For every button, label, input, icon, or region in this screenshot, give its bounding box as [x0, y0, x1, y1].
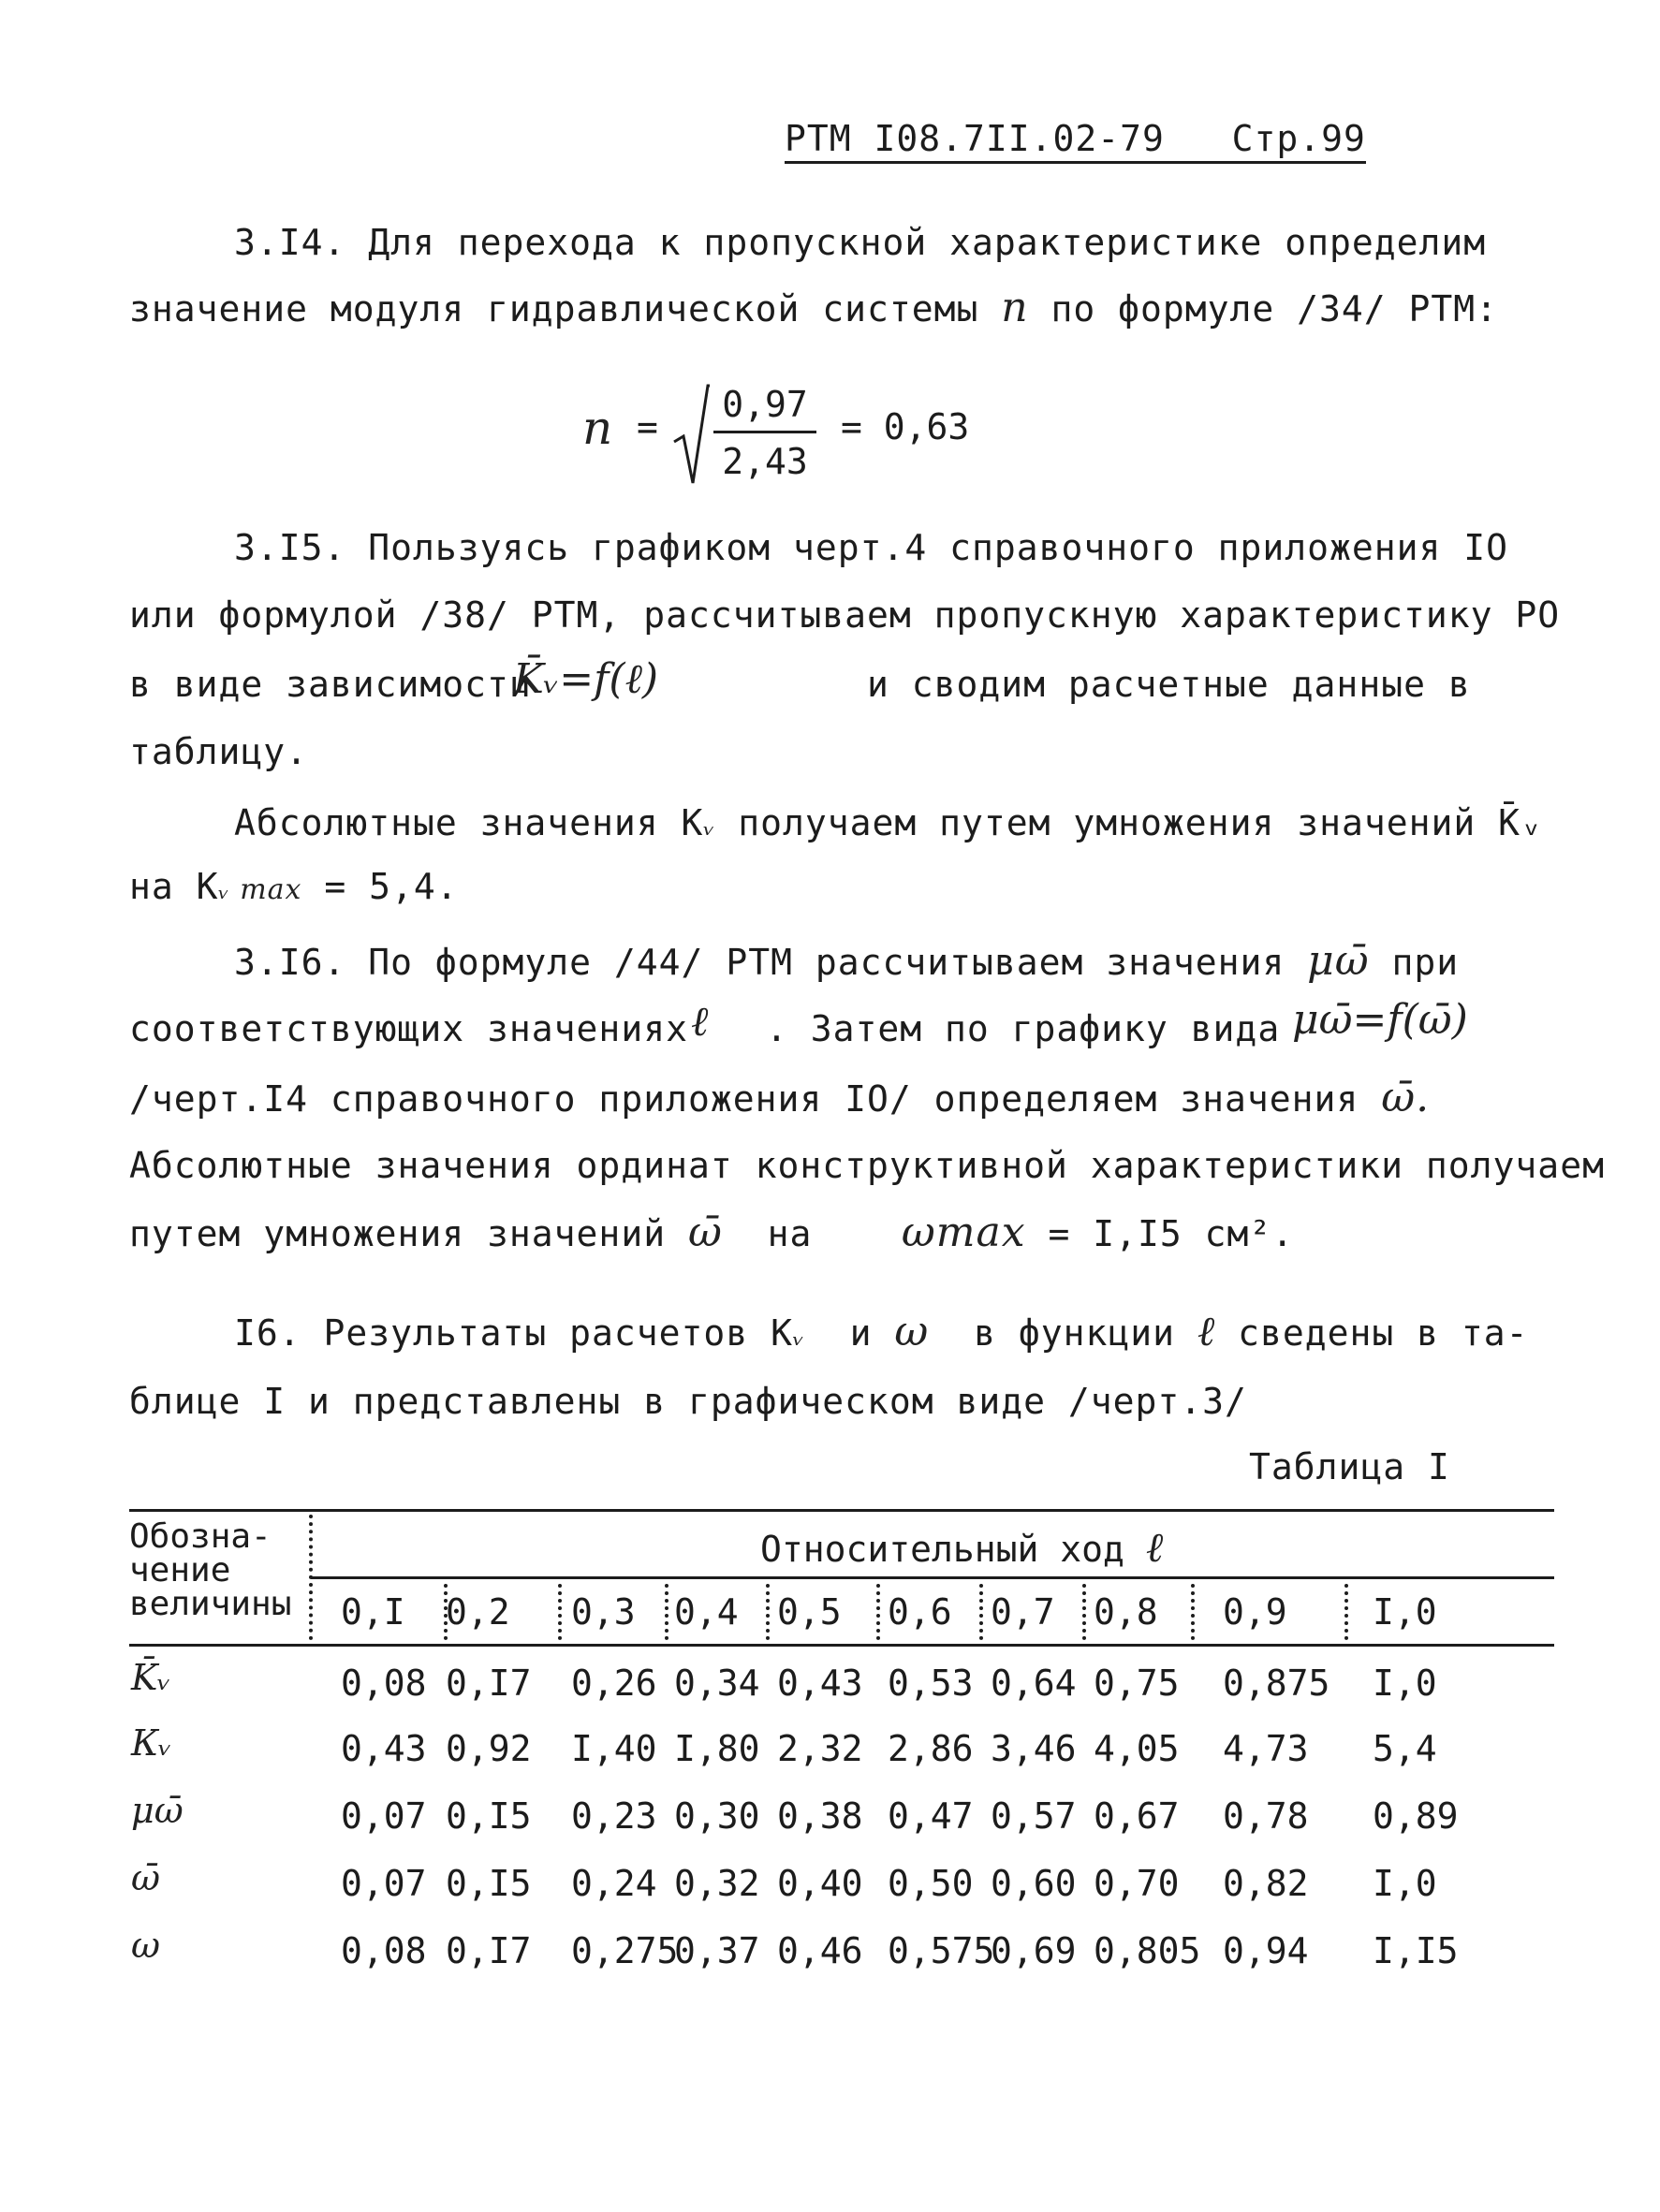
- para-3-14-line1: 3.I4. Для перехода к пропускной характеристике определим: [234, 222, 1487, 263]
- column-header: 0,I: [341, 1591, 405, 1633]
- row-label: μω̄: [131, 1790, 184, 1831]
- doc-reference: РТМ I08.7II.02-79: [785, 118, 1165, 159]
- table-cell: 0,64: [991, 1663, 1077, 1704]
- table-cell: 0,57: [991, 1795, 1077, 1837]
- para-3-16-line3: /черт.I4 справочного приложения IO/ определяем значения ω̄.: [129, 1074, 1431, 1121]
- l-symbol: ℓ: [691, 998, 709, 1046]
- table-cell: 0,34: [674, 1663, 760, 1704]
- table-cell: 0,50: [888, 1863, 974, 1904]
- formula-numerator: 0,97: [713, 384, 816, 433]
- table-cell: 0,I7: [446, 1930, 532, 1971]
- table-cell: I,40: [571, 1728, 657, 1769]
- table-divider: [1191, 1584, 1195, 1640]
- table-caption: Таблица I: [1249, 1446, 1450, 1487]
- table-cell: 5,4: [1373, 1728, 1437, 1769]
- column-header: 0,3: [571, 1591, 636, 1633]
- table-cell: 0,43: [341, 1728, 427, 1769]
- table-cell: 0,23: [571, 1795, 657, 1837]
- table-cell: 0,575: [888, 1930, 995, 1971]
- table-cell: 2,86: [888, 1728, 974, 1769]
- group-header: Относительный ход ℓ: [760, 1524, 1164, 1572]
- table-cell: 0,I7: [446, 1663, 532, 1704]
- table-cell: 0,69: [991, 1930, 1077, 1971]
- table-divider: [1344, 1584, 1348, 1640]
- para-3-15-line4: таблицу.: [129, 731, 309, 772]
- sqrt-icon: [672, 384, 710, 487]
- table-cell: I,0: [1373, 1863, 1437, 1904]
- para-3-15-line3a: в виде зависимости: [129, 664, 532, 705]
- formula-equals: =: [637, 406, 658, 447]
- table-cell: 0,40: [777, 1863, 863, 1904]
- table-cell: 4,73: [1223, 1728, 1309, 1769]
- page-header: [785, 118, 1366, 164]
- table-cell: 0,I5: [446, 1863, 532, 1904]
- para-abs-line2: на Кᵥ max = 5,4.: [129, 866, 459, 907]
- table-cell: 0,275: [571, 1930, 679, 1971]
- table-cell: 0,24: [571, 1863, 657, 1904]
- row-label: ω̄: [131, 1857, 160, 1898]
- table-cell: 3,46: [991, 1728, 1077, 1769]
- table-cell: 0,60: [991, 1863, 1077, 1904]
- table-cell: 0,875: [1223, 1663, 1330, 1704]
- table-header-rule: [311, 1576, 1554, 1579]
- table-cell: 0,08: [341, 1663, 427, 1704]
- para-16-line1: I6. Результаты расчетов Кᵥ и ω в функции ℓ сведены в та-: [234, 1308, 1529, 1355]
- para-3-16-line5: путем умножения значений ω̄ на ωmax = I,I5 см².: [129, 1209, 1295, 1256]
- table-cell: 0,46: [777, 1930, 863, 1971]
- table-cell: 0,47: [888, 1795, 974, 1837]
- column-header: I,0: [1373, 1591, 1437, 1633]
- column-header: 0,2: [446, 1591, 510, 1633]
- table-cell: 2,32: [777, 1728, 863, 1769]
- table-cell: I,80: [674, 1728, 760, 1769]
- table-cell: 0,43: [777, 1663, 863, 1704]
- row-label: Кᵥ: [131, 1722, 172, 1764]
- table-cell: 0,07: [341, 1795, 427, 1837]
- page-number: Стр.99: [1231, 118, 1366, 159]
- table-cell: 0,67: [1094, 1795, 1180, 1837]
- table-cell: 0,70: [1094, 1863, 1180, 1904]
- row-label: K̄ᵥ: [131, 1657, 171, 1698]
- para-3-15-line1: 3.I5. Пользуясь графиком черт.4 справочного приложения IO: [234, 527, 1509, 568]
- column-header: 0,7: [991, 1591, 1055, 1633]
- formula-denominator: 2,43: [722, 441, 808, 482]
- table-divider: [1082, 1584, 1086, 1640]
- para-3-15-line3b: и сводим расчетные данные в: [867, 664, 1471, 705]
- formula-lhs: n: [582, 401, 613, 455]
- table-cell: I,I5: [1373, 1930, 1459, 1971]
- mu-omega-formula: μω̄=f(ω̄): [1292, 996, 1468, 1044]
- table-cell: 0,53: [888, 1663, 974, 1704]
- formula-result: = 0,63: [841, 406, 970, 447]
- para-3-15-line2: или формулой /38/ РТМ, рассчитываем пропускную характеристику РО: [129, 594, 1561, 636]
- table-cell: 0,94: [1223, 1930, 1309, 1971]
- column-header: 0,5: [777, 1591, 842, 1633]
- para-3-16-line2b: . Затем по графику вида: [766, 1008, 1281, 1049]
- table-cell: 0,30: [674, 1795, 760, 1837]
- table-divider: [558, 1584, 562, 1640]
- kv-formula: K̄ᵥ=f(ℓ): [513, 655, 659, 703]
- column-header: 0,9: [1223, 1591, 1287, 1633]
- row-header-label: Обозна- чение величины: [129, 1517, 292, 1623]
- table-divider: [979, 1584, 983, 1640]
- table-cell: 0,08: [341, 1930, 427, 1971]
- table-cell: 0,07: [341, 1863, 427, 1904]
- table-cell: 0,I5: [446, 1795, 532, 1837]
- table-header-bottom-rule: [129, 1644, 1554, 1647]
- table-divider: [766, 1584, 770, 1640]
- para-abs-line1: Абсолютные значения Кᵥ получаем путем умножения значений K̄ᵥ: [234, 802, 1543, 843]
- column-header: 0,6: [888, 1591, 952, 1633]
- table-divider: [309, 1515, 313, 1640]
- table-cell: 0,32: [674, 1863, 760, 1904]
- para-3-16-line2a: соответствующих значениях: [129, 1008, 688, 1049]
- column-header: 0,8: [1094, 1591, 1158, 1633]
- n-symbol: n: [1001, 284, 1029, 331]
- table-top-rule: [129, 1509, 1554, 1512]
- table-cell: 0,75: [1094, 1663, 1180, 1704]
- row-label: ω: [131, 1925, 160, 1966]
- table-cell: I,0: [1373, 1663, 1437, 1704]
- para-3-16-line1: 3.I6. По формуле /44/ РТМ рассчитываем значения μω̄ при: [234, 937, 1460, 985]
- table-divider: [876, 1584, 880, 1640]
- table-cell: 0,37: [674, 1930, 760, 1971]
- para-3-14-line2: значение модуля гидравлической системы n по формуле /34/ РТМ:: [129, 284, 1499, 331]
- table-cell: 0,92: [446, 1728, 532, 1769]
- table-cell: 0,38: [777, 1795, 863, 1837]
- formula-fraction: [713, 384, 816, 482]
- table-divider: [665, 1584, 668, 1640]
- para-16-line2: блице I и представлены в графическом виде /черт.3/: [129, 1381, 1247, 1422]
- table-cell: 0,89: [1373, 1795, 1459, 1837]
- para-3-16-line4: Абсолютные значения ординат конструктивной характеристики получаем: [129, 1145, 1605, 1186]
- table-cell: 0,26: [571, 1663, 657, 1704]
- table-cell: 0,78: [1223, 1795, 1309, 1837]
- table-cell: 4,05: [1094, 1728, 1180, 1769]
- table-cell: 0,805: [1094, 1930, 1201, 1971]
- table-cell: 0,82: [1223, 1863, 1309, 1904]
- column-header: 0,4: [674, 1591, 739, 1633]
